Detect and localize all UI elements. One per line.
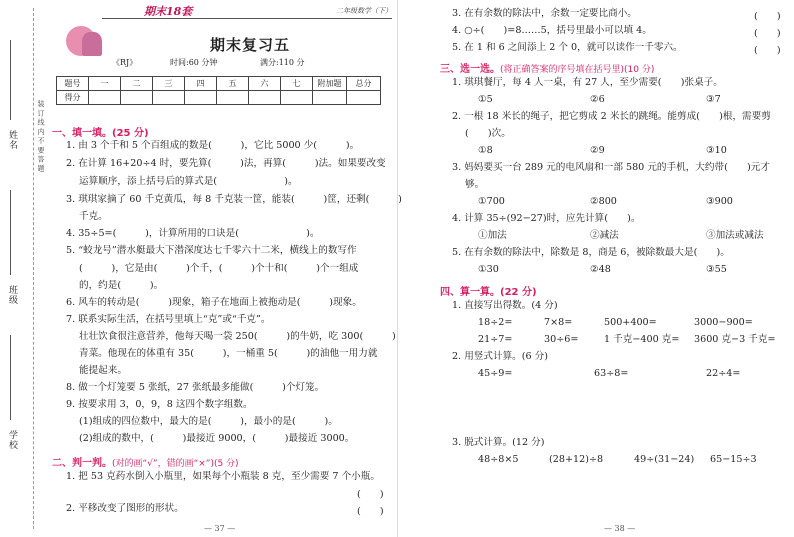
judge-3: 3. 在有余数的除法中，余数一定要比商小。 [452, 8, 637, 19]
choice-1: 1. 琪琪餐厅，每 4 人一桌，有 27 人，至少需要( )张桌子。 [452, 77, 723, 88]
score-input-cell[interactable] [185, 91, 217, 105]
score-table [56, 76, 381, 105]
answer-paren[interactable]: ( ) [357, 506, 384, 517]
cut-line [33, 8, 34, 529]
option[interactable]: ②6 [590, 94, 605, 105]
page-divider [397, 0, 398, 537]
choice-5: 5. 在有余数的除法中，除数是 8，商是 6，被除数最大是( )。 [452, 247, 730, 258]
section-4-title: 四、算一算。(22 分) [440, 287, 537, 298]
edition-label: 《RJ》 [112, 58, 138, 67]
option[interactable]: ③7 [706, 94, 721, 105]
question-1-7-cont2: 青菜。他现在的体重有 35( )，一桶重 5( )的油他一用力就 [79, 348, 378, 359]
answer-paren[interactable]: ( ) [357, 489, 384, 500]
section-3-label: 三、选一选。 [440, 64, 500, 75]
option[interactable]: ②9 [590, 145, 605, 156]
choice-2: 2. 一根 18 米长的绳子，把它剪成 2 米长的跳绳。能剪成( )根，需要剪 [452, 111, 771, 122]
binding-strip [0, 0, 50, 537]
question-1-7: 7. 联系实际生活，在括号里填上“克”或“千克”。 [66, 314, 271, 325]
question-1-3-cont: 千克。 [79, 211, 108, 222]
judge-4: 4. ○÷( )=8……5，括号里最小可以填 4。 [452, 25, 652, 36]
class-field[interactable] [6, 285, 19, 305]
score-input-cell[interactable] [347, 91, 381, 105]
table-cell: 二 [121, 77, 153, 91]
section-3-title [440, 60, 654, 75]
option[interactable]: ①8 [478, 145, 493, 156]
score-table-score-row [57, 91, 381, 105]
calc-item: 3000−900= [694, 317, 753, 328]
judge-2: 2. 平移改变了图形的形状。 [66, 503, 184, 514]
table-cell: 附加题 [313, 77, 347, 91]
table-cell: 三 [153, 77, 185, 91]
calc-1: 1. 直接写出得数。(4 分) [452, 300, 558, 311]
option[interactable]: ①加法 [478, 230, 507, 241]
section-2-note: (对的画“√”，错的画“×”)(5 分) [112, 459, 239, 469]
grade-label: 二年级数学（下） [336, 7, 392, 15]
choice-3-cont: 够。 [465, 179, 485, 190]
name-label: 姓名 [7, 130, 17, 150]
class-label: 班级 [7, 285, 17, 305]
cartoon-figure-icon-2 [82, 32, 102, 56]
page-number-left: — 37 — [204, 524, 236, 533]
option[interactable]: ②48 [590, 264, 611, 275]
calc-item: 21÷7= [478, 334, 513, 345]
school-label: 学校 [7, 430, 17, 450]
option[interactable]: ①30 [478, 264, 499, 275]
binding-note: 装 订 线 内 不 要 答 题 [37, 100, 45, 172]
question-1-7-cont: 壮壮饮食很注意营养，他每天喝一袋 250( )的牛奶，吃 300( ) [79, 331, 396, 342]
question-1-9-1: (1)组成的四位数中，最大的是( )，最小的是( )。 [79, 416, 338, 427]
calc-item: (28+12)÷8 [549, 454, 604, 465]
table-cell: 五 [217, 77, 249, 91]
calc-item: 45÷9= [478, 368, 513, 379]
score-input-cell[interactable] [249, 91, 281, 105]
option[interactable]: ③10 [706, 145, 727, 156]
calc-2: 2. 用竖式计算。(6 分) [452, 351, 548, 362]
option[interactable]: ③55 [706, 264, 727, 275]
question-1-5-cont: ( )，它是由( )个千，( )个十和( )个一组成 [79, 263, 359, 274]
table-cell: 七 [281, 77, 313, 91]
option[interactable]: ①5 [478, 94, 493, 105]
name-field[interactable] [6, 130, 19, 150]
table-cell: 总分 [347, 77, 381, 91]
choice-4: 4. 计算 35÷(92−27)时，应先计算( )。 [452, 213, 641, 224]
calc-3: 3. 脱式计算。(12 分) [452, 437, 545, 448]
score-input-cell[interactable] [153, 91, 185, 105]
section-2-label: 二、判一判。 [52, 458, 112, 469]
answer-paren[interactable]: ( ) [754, 28, 781, 39]
table-cell: 四 [185, 77, 217, 91]
calc-item: 7×8= [544, 317, 573, 328]
title-block [60, 22, 390, 70]
school-field[interactable] [6, 430, 19, 450]
answer-paren[interactable]: ( ) [754, 11, 781, 22]
table-cell: 题号 [57, 77, 89, 91]
option[interactable]: ①700 [478, 196, 505, 207]
question-1-4: 4. 35÷5=( )，计算所用的口诀是( )。 [66, 228, 320, 239]
question-1-2: 2. 在计算 16+20÷4 时，要先算( )法，再算( )法。如果要改变 [66, 158, 386, 169]
section-3-note: (将正确答案的序号填在括号里)(10 分) [500, 65, 655, 75]
section-2-title [52, 454, 239, 469]
page-header [52, 6, 392, 18]
question-1-5-cont2: 的，约是( )。 [79, 280, 164, 291]
score-input-cell[interactable] [89, 91, 121, 105]
page-title: 期末复习五 [210, 36, 291, 54]
question-1-5: 5. “蛟龙号”潜水艇最大下潜深度达七千零六十二米，横线上的数写作 [66, 245, 357, 256]
table-cell: 一 [89, 77, 121, 91]
calc-item: 30÷6= [544, 334, 579, 345]
calc-item: 18÷2= [478, 317, 513, 328]
question-1-3: 3. 琪琪家摘了 60 千克黄瓜，每 8 千克装一筐，能装( )筐，还剩( ) [66, 194, 402, 205]
judge-1: 1. 把 53 克药水倒入小瓶里，如果每个小瓶装 8 克，至少需要 7 个小瓶。 [66, 471, 380, 482]
school-line [10, 335, 11, 420]
calc-item: 49÷(31−24) [634, 454, 695, 465]
option[interactable]: ②800 [590, 196, 617, 207]
time-info: 时间:60 分钟 [170, 58, 218, 67]
option[interactable]: ③加法或减法 [706, 230, 764, 241]
calc-item: 48÷8×5 [478, 454, 519, 465]
question-1-2-cont: 运算顺序，添上括号后的算式是( )。 [79, 176, 298, 187]
question-1-9: 9. 按要求用 3，0，9，8 这四个数字组数。 [66, 399, 253, 410]
choice-3: 3. 妈妈要买一台 289 元的电风扇和一部 580 元的手机，大约带( )元才 [452, 162, 770, 173]
section-1-title: 一、填一填。(25 分) [52, 128, 149, 139]
question-1-8: 8. 做一个灯笼要 5 张纸，27 张纸最多能做( )个灯笼。 [66, 382, 325, 393]
header-rule [102, 18, 392, 19]
page-number-right: — 38 — [604, 524, 636, 533]
question-1-1: 1. 由 3 个千和 5 个百组成的数是( )，它比 5000 少( )。 [66, 140, 360, 151]
option[interactable]: ③900 [706, 196, 733, 207]
score-input-cell[interactable] [313, 91, 347, 105]
score-input-cell[interactable] [121, 91, 153, 105]
calc-item: 500+400= [604, 317, 657, 328]
score-input-cell[interactable] [217, 91, 249, 105]
calc-item: 65−15÷3 [710, 454, 757, 465]
option[interactable]: ②减法 [590, 230, 619, 241]
judge-5: 5. 在 1 和 6 之间添上 2 个 0，就可以读作一千零六。 [452, 42, 683, 53]
choice-2-cont: ( )次。 [465, 128, 511, 139]
score-info: 满分:110 分 [260, 58, 305, 67]
class-line [10, 190, 11, 275]
calc-item: 63÷8= [594, 368, 629, 379]
table-cell: 六 [249, 77, 281, 91]
name-line [10, 40, 11, 120]
brand-logo: 期末18套 [144, 5, 193, 18]
calc-item: 22÷4= [706, 368, 741, 379]
table-cell: 得分 [57, 91, 89, 105]
question-1-9-2: (2)组成的数中，( )最接近 9000，( )最接近 3000。 [79, 433, 355, 444]
score-input-cell[interactable] [281, 91, 313, 105]
question-1-6: 6. 风车的转动是( )现象，箱子在地面上被拖动是( )现象。 [66, 297, 362, 308]
calc-item: 3600 克−3 千克= [694, 334, 776, 345]
question-1-7-cont3: 能提起来。 [79, 365, 127, 376]
calc-item: 1 千克−400 克= [604, 334, 680, 345]
score-table-header-row [57, 77, 381, 91]
answer-paren[interactable]: ( ) [754, 45, 781, 56]
